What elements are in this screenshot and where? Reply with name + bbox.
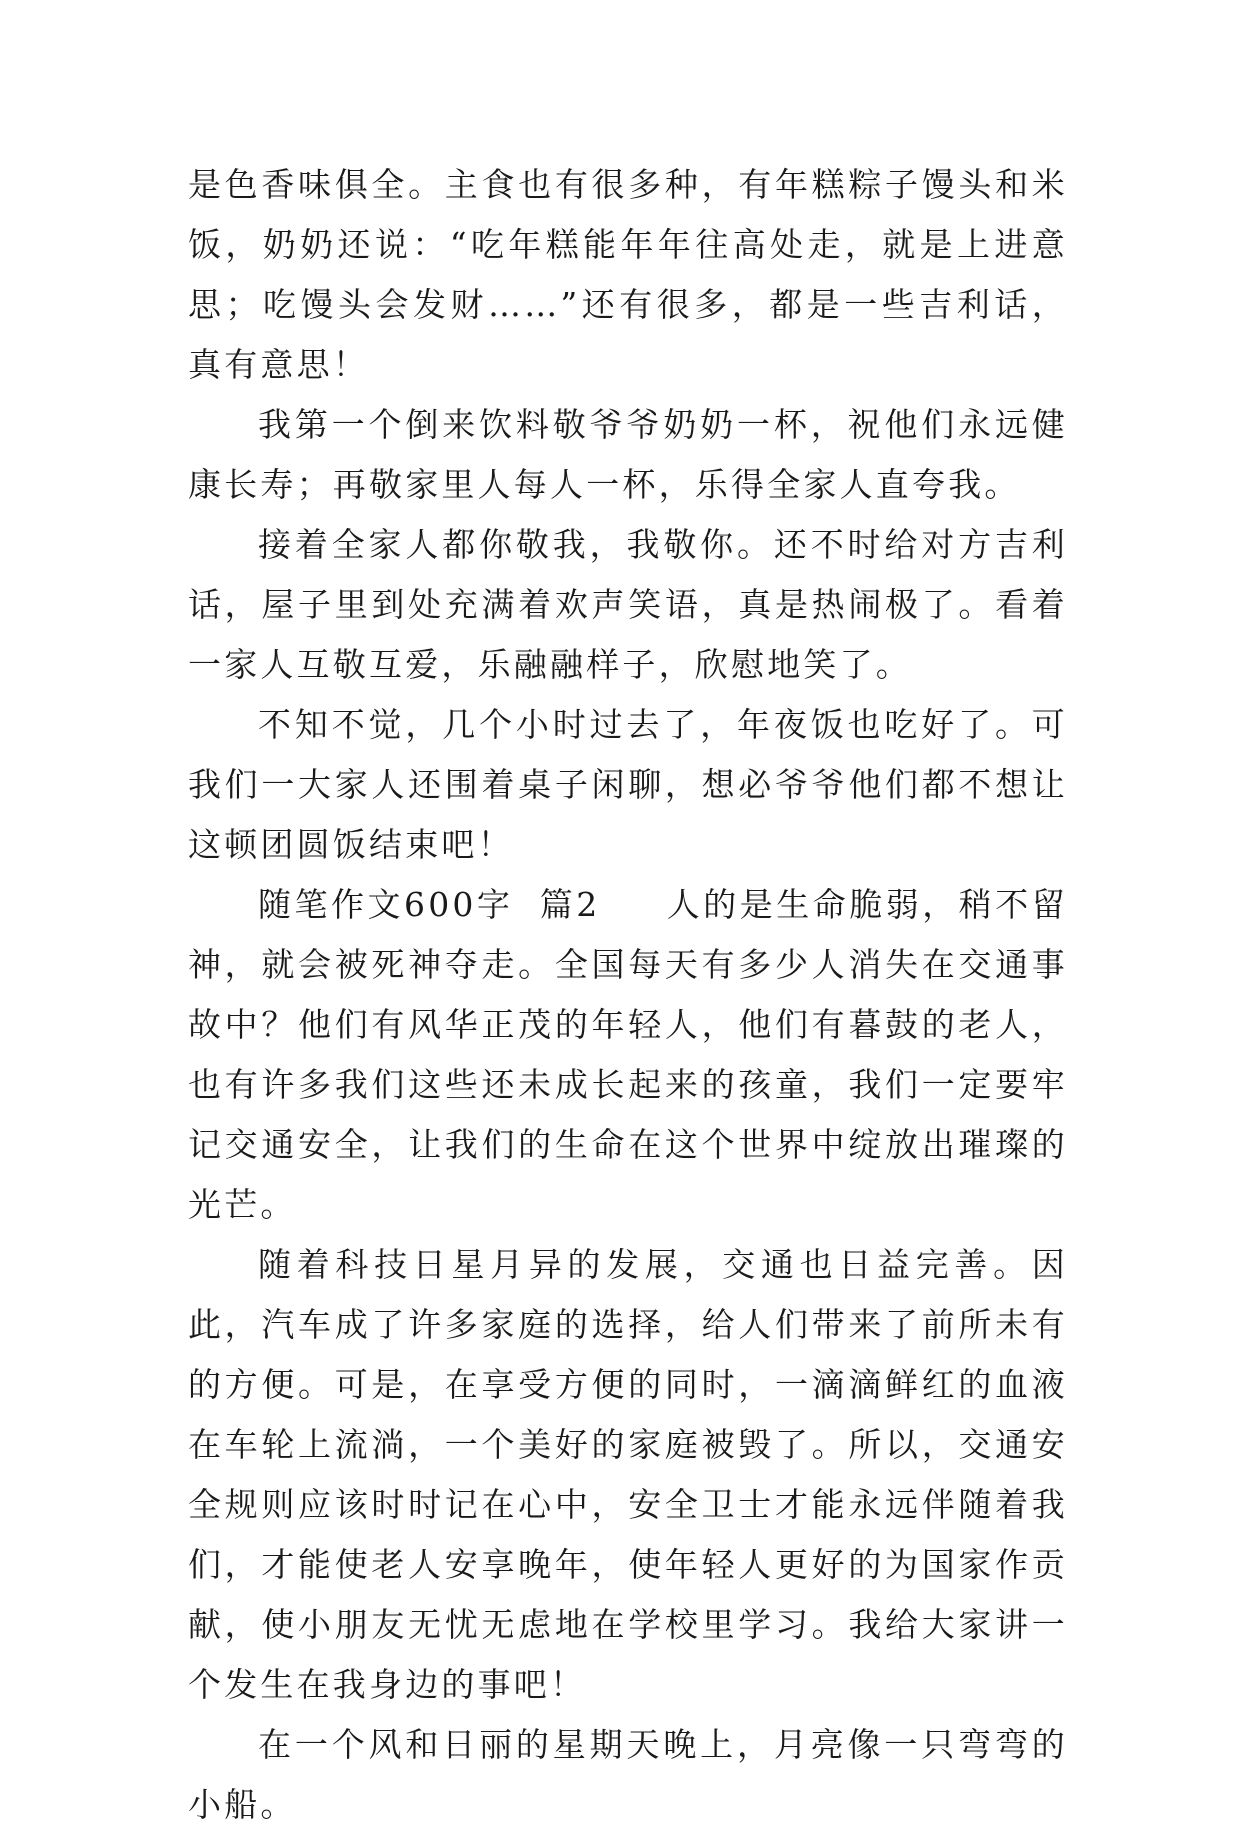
paragraph-dinner-end: 不知不觉，几个小时过去了，年夜饭也吃好了。可我们一大家人还围着桌子闲聊，想必爷爷他们都不想让这顿团圆饭结束吧！ <box>188 705 1068 864</box>
paragraph-continued: 是色香味俱全。主食也有很多种，有年糕粽子馒头和米饭，奶奶还说：“吃年糕能年年往高处走，就是上进意思；吃馒头会发财……”还有很多，都是一些吉利话，真有意思！ <box>188 165 1068 384</box>
section-2-intro <box>188 875 1068 1235</box>
paragraph-traffic-safety: 随着科技日星月异的发展，交通也日益完善。因此，汽车成了许多家庭的选择，给人们带来了前所未有的方便。可是，在享受方便的同时，一滴滴鲜红的血液在车轮上流淌，一个美好的家庭被毁了。所以，交通安全规则应该时时记在心中，安全卫士才能永远伴随着我们，才能使老人安享晚年，使年轻人更好的为国家作贡献，使小朋友无忧无虑地在学校里学习。我给大家讲一个发生在我身边的事吧！ <box>188 1245 1068 1704</box>
paragraph-mutual-toast: 接着全家人都你敬我，我敬你。还不时给对方吉利话，屋子里到处充满着欢声笑语，真是热闹极了。看着一家人互敬互爱，乐融融样子，欣慰地笑了。 <box>188 525 1068 684</box>
section-title: 随笔作文600字 <box>258 885 514 924</box>
section-label: 篇2 <box>539 885 601 924</box>
document-body <box>188 155 1068 1835</box>
paragraph-story-start: 在一个风和日丽的星期天晚上，月亮像一只弯弯的小船。 <box>188 1725 1068 1824</box>
section-first-paragraph: 人的是生命脆弱，稍不留神，就会被死神夺走。全国每天有多少人消失在交通事故中？他们有风华正茂的年轻人，他们有暮鼓的老人，也有许多我们这些还未成长起来的孩童，我们一定要牢记交通安全，让我们的生命在这个世界中绽放出璀璨的光芒。 <box>188 885 1068 1224</box>
paragraph-toast: 我第一个倒来饮料敬爷爷奶奶一杯，祝他们永远健康长寿；再敬家里人每人一杯，乐得全家人直夸我。 <box>188 405 1068 504</box>
